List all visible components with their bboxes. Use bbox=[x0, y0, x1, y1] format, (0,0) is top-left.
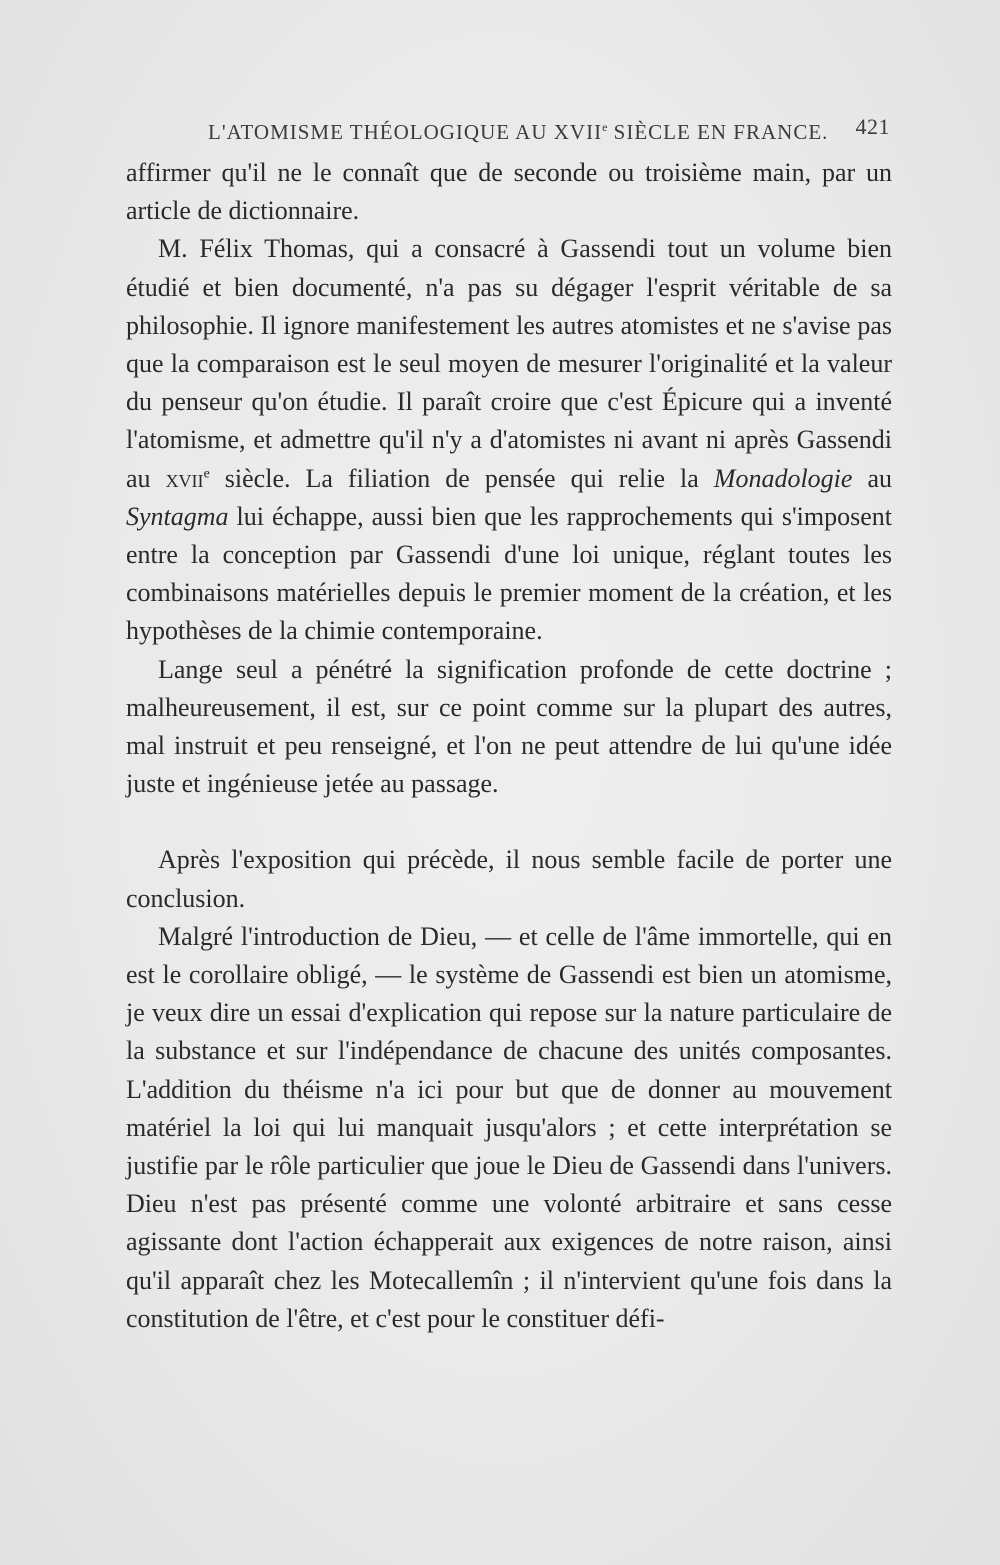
title-monadologie: Monadologie bbox=[713, 463, 853, 493]
paragraph-4: Après l'exposition qui précède, il nous semble facile de porter une conclusion. bbox=[126, 845, 892, 913]
title-syntagma: Syntagma bbox=[126, 501, 229, 531]
page-number: 421 bbox=[855, 114, 890, 139]
running-title bbox=[208, 112, 828, 147]
century-numeral: xvii bbox=[165, 463, 204, 493]
paragraph-1: affirmer qu'il ne le connaît que de seconde ou troisième main, par un article de dictionnaire. bbox=[126, 158, 892, 226]
body-text bbox=[126, 154, 892, 1338]
paragraph-2 bbox=[126, 230, 892, 650]
paragraph-2-part-c: au bbox=[852, 463, 893, 493]
paragraph-5: Malgré l'introduction de Dieu, — et celle de l'âme immortelle, qui en est le corollaire obligé, — le système de Gassendi est bien un atomisme, je veux dire un essai d'explication qui repose sur la nature particulaire de la substance et sur l'indépendance de chacune des unités composantes. L'addition du théisme n'a ici pour but que de donner au mouvement matériel la loi qui lui manquait jusqu'alors ; et cette interprétation se justifie par le rôle particulier que joue le Dieu de Gassendi dans l'univers. Dieu n'est pas présenté comme une volonté arbitraire et sans cesse agissante dont l'action échapperait aux exigences de notre raison, ainsi qu'il apparaît chez les Motecallemîn ; il n'intervient qu'une fois dans la constitution de l'être, et c'est pour le constituer défi- bbox=[126, 921, 892, 1333]
running-title-main: L'ATOMISME THÉOLOGIQUE AU XVII bbox=[208, 120, 603, 144]
century-superscript: e bbox=[203, 465, 210, 481]
running-title-rest: SIÈCLE EN FRANCE. bbox=[607, 120, 829, 144]
running-title-superscript: e bbox=[602, 120, 608, 134]
paragraph-2-part-a: M. Félix Thomas, qui a consacré à Gassendi tout un volume bien étudié et bien documenté, n'a pas su dégager l'esprit véritable de sa philosophie. Il ignore manifestement les autres atomistes et ne s'avise pas que la comparaison est le seul moyen de mesurer l'originalité et la valeur du penseur qu'on étudie. Il paraît croire que c'est Épicure qui a inventé l'atomisme, et admettre qu'il n'y a d'atomistes ni avant ni après Gassendi au bbox=[126, 234, 892, 493]
paragraph-3: Lange seul a pénétré la signification profonde de cette doctrine ; malheureusement, il est, sur ce point comme sur la plupart des autres, mal instruit et peu renseigné, et l'on ne peut attendre de lui qu'une idée juste et ingénieuse jetée au passage. bbox=[126, 654, 892, 799]
paragraph-2-part-b: siècle. La filiation de pensée qui relie la bbox=[209, 463, 714, 493]
running-header bbox=[130, 112, 892, 142]
paragraph-2-part-d: lui échappe, aussi bien que les rapprochements qui s'imposent entre la conception par Gassendi d'une loi unique, réglant toutes les combinaisons matérielles depuis le premier moment de la création, et les hypothèses de la chimie contemporaine. bbox=[126, 501, 892, 646]
